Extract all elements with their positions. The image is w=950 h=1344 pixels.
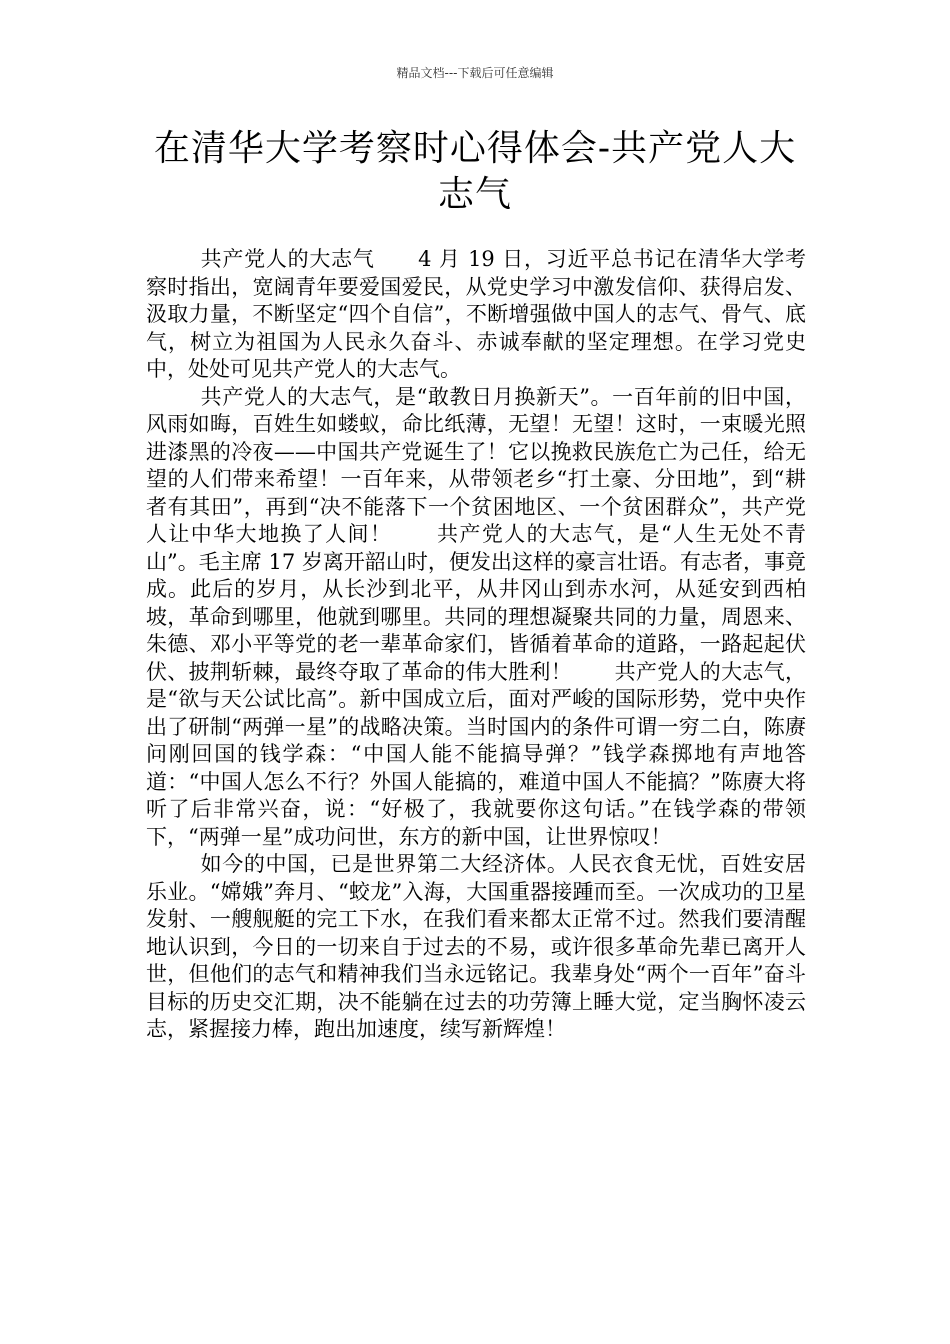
body-paragraph: 如今的中国，已是世界第二大经济体。人民衣食无忧，百姓安居乐业。“嫦娥”奔月、“蛟龙”入海，大国重器接踵而至。一次成功的卫星发射、一艘舰艇的完工下水，在我们看来都太正常不过。然我们要清醒地认识到，今日的一切来自于过去的不易，或许很多革命先辈已离开人世，但他们的志气和精神我们当永远铭记。我辈身处“两个一百年”奋斗目标的历史交汇期，决不能躺在过去的功劳簿上睡大觉，定当胸怀凌云志，紧握接力棒，跑出加速度，续写新辉煌！ [146,852,806,1041]
body-paragraph: 共产党人的大志气 4 月 19 日，习近平总书记在清华大学考察时指出，宽阔青年要爱国爱民，从党史学习中激发信仰、获得启发、汲取力量，不断坚定“四个自信”，不断增强做中国人的志气、骨气、底气，树立为祖国为人民永久奋斗、赤诚奉献的坚定理想。在学习党史中，处处可见共产党人的大志气。 [146,247,806,381]
document-title: 在清华大学考察时心得体会-共产党人大志气 [153,128,797,215]
body-paragraph: 共产党人的大志气，是“敢教日月换新天”。一百年前的旧中国，风雨如晦，百姓生如蝼蚁，命比纸薄，无望！无望！这时，一束暖光照进漆黑的冷夜——中国共产党诞生了！它以挽救民族危亡为己任，给无望的人们带来希望！一百年来，从带领老乡“打土豪、分田地”，到“耕者有其田”，再到“决不能落下一个贫困地区、一个贫困群众”，共产党人让中华大地换了人间！ 共产党人的大志气，是“人生无处不青山”。毛主席 17 岁离开韶山时，便发出这样的豪言壮语。有志者，事竟成。此后的岁月，从长沙到北平，从井冈山到赤水河，从延安到西柏坡，革命到哪里，他就到哪里。共同的理想凝聚共同的力量，周恩来、朱德、邓小平等党的老一辈革命家们，皆循着革命的道路，一路起起伏伏、披荆斩棘，最终夺取了革命的伟大胜利！ 共产党人的大志气，是“欲与天公试比高”。新中国成立后，面对严峻的国际形势，党中央作出了研制“两弹一星”的战略决策。当时国内的条件可谓一穷二白，陈赓问刚回国的钱学森：“中国人能不能搞导弹？”钱学森掷地有声地答道：“中国人怎么不行？外国人能搞的，难道中国人不能搞？”陈赓大将听了后非常兴奋，说：“好极了，我就要你这句话。”在钱学森的带领下，“两弹一星”成功问世，东方的新中国，让世界惊叹！ [146,384,806,849]
document-body [146,246,806,1044]
page-header-note: 精品文档---下载后可任意编辑 [396,66,554,80]
